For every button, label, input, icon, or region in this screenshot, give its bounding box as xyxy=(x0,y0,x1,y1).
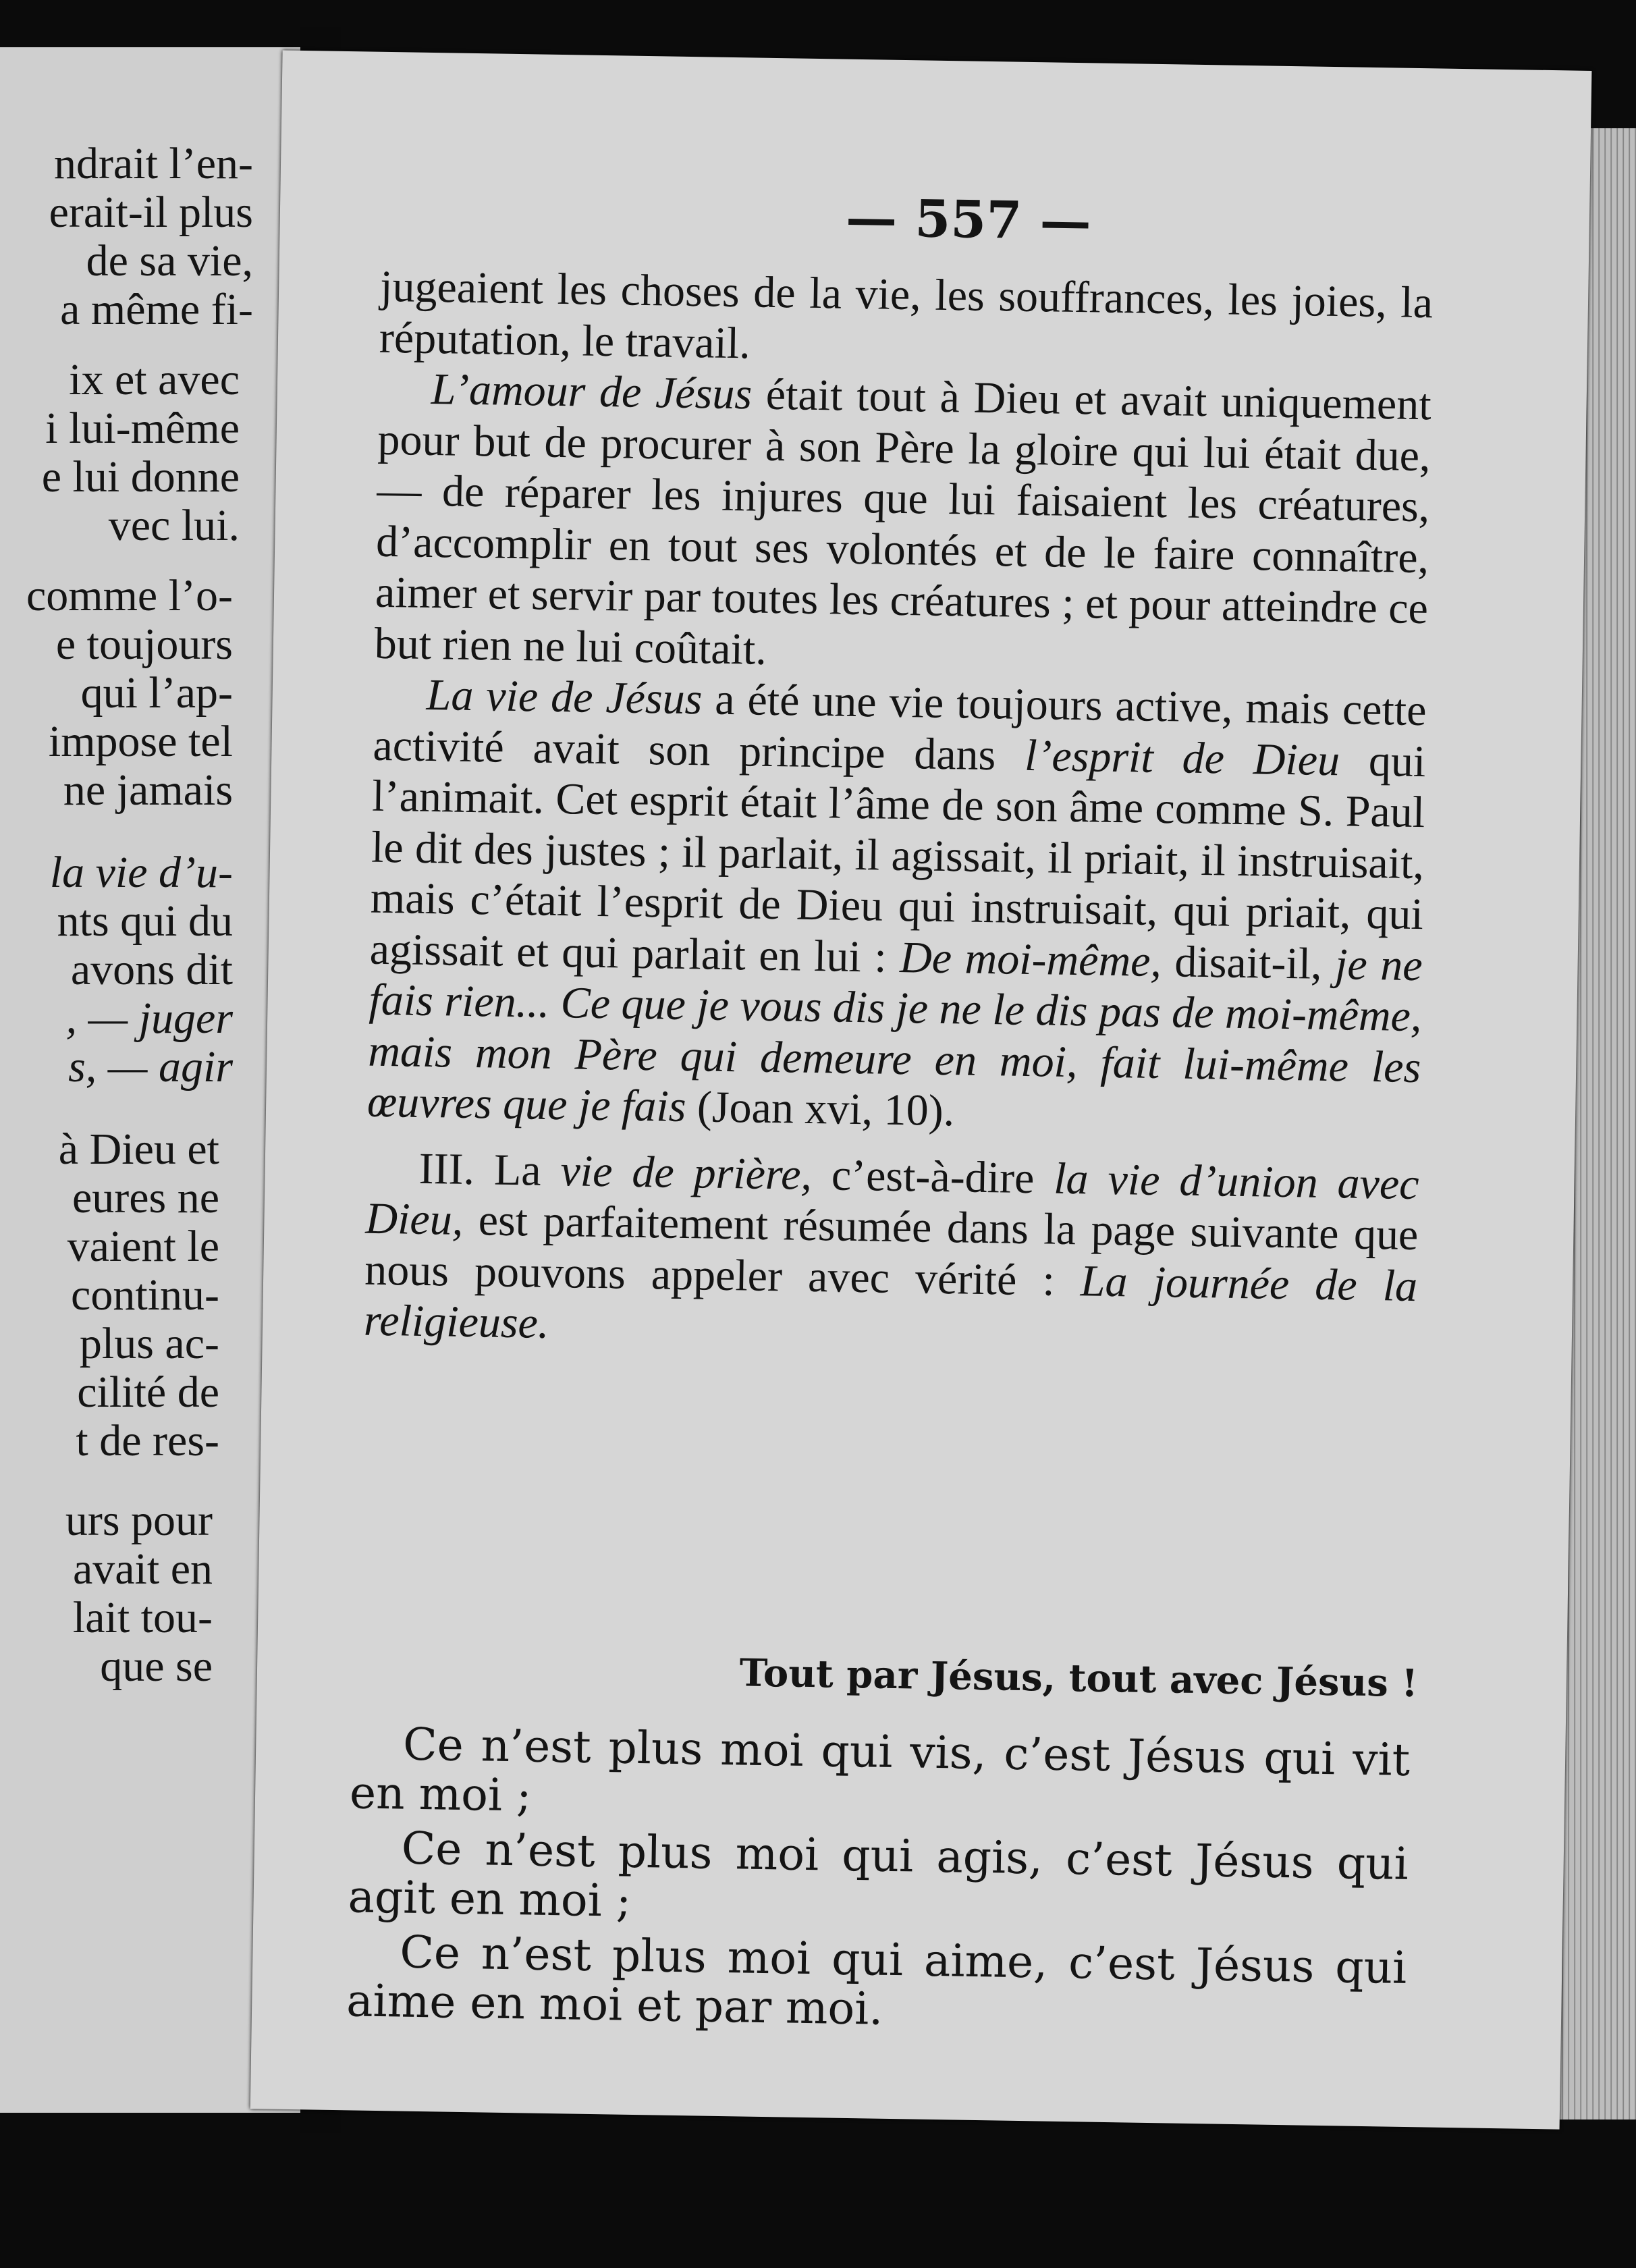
facing-page-line: s, — agir xyxy=(68,1042,233,1091)
facing-page-line: continu- xyxy=(71,1270,219,1320)
facing-page-line: erait-il plus xyxy=(49,188,253,237)
facing-page-line: ndrait l’en- xyxy=(53,139,253,188)
poem-line: Ce n’est plus moi qui agis, c’est Jésus qui agit en moi ; xyxy=(348,1822,1409,1927)
text-run: jugeaient les choses de la vie, les souffrances, les joies, la réputation, le travail. xyxy=(379,261,1434,368)
italic-text: vie de prière, xyxy=(560,1145,813,1199)
body-text xyxy=(364,261,1434,1363)
main-page xyxy=(250,50,1592,2129)
facing-page-line: e toujours xyxy=(55,620,233,669)
italic-text: l’esprit de Dieu xyxy=(1024,730,1340,785)
section-heading: Tout par Jésus, tout avec Jésus ! xyxy=(739,1650,1419,1706)
italic-text: De moi-même, xyxy=(899,932,1162,986)
facing-page-line: cilité de xyxy=(77,1368,219,1417)
facing-page-line: urs pour xyxy=(65,1496,213,1545)
poem xyxy=(346,1719,1411,2047)
facing-page-line: e lui donne xyxy=(41,452,240,502)
text-run: est parfaitement résumée dans la page suivante que nous pouvons appeler avec vérité : xyxy=(364,1195,1419,1305)
paragraph xyxy=(367,669,1427,1144)
italic-text: L’amour de Jésus xyxy=(431,364,753,419)
facing-page-line: ix et avec xyxy=(69,355,240,404)
facing-page-line: avait en xyxy=(72,1544,213,1594)
facing-page-line: a même fi- xyxy=(60,285,253,334)
italic-text: La journée de la religieuse. xyxy=(363,1256,1418,1348)
paragraph xyxy=(374,363,1432,685)
text-run: qui l’animait. Cet esprit était l’âme de son âme comme S. Paul le dit des justes ; il parlait, il agissait, il priait, il instruisait, mais c’était l’esprit de Dieu qui instruisait, qui priait, qui agissait et qui parlait en lui : xyxy=(369,735,1426,982)
facing-page-line: lait tou- xyxy=(72,1593,213,1642)
facing-page-line: i lui-même xyxy=(45,404,240,453)
paragraph xyxy=(364,1142,1420,1362)
facing-page-line: avons dit xyxy=(70,945,233,994)
facing-page-line: t de res- xyxy=(76,1416,219,1465)
text-run: était tout à Dieu et avait uniquement pour but de procurer à son Père la gloire qui lui était due, — de réparer les injures que lui faisaient les créatures, d’accomplir en tout ses volontés et de le faire connaître, aimer et servir par toutes les créatures ; et pour atteindre ce but rien ne lui coûtait. xyxy=(374,369,1432,674)
poem-line: Ce n’est plus moi qui aime, c’est Jésus qui aime en moi et par moi. xyxy=(346,1926,1407,2035)
facing-page-line: qui l’ap- xyxy=(80,668,233,718)
text-run: III. La xyxy=(418,1143,562,1195)
facing-page-line: impose tel xyxy=(48,717,233,766)
facing-page-line: vec lui. xyxy=(108,501,240,550)
facing-page-line: comme l’o- xyxy=(26,571,233,620)
facing-page-line: nts qui du xyxy=(57,896,233,946)
facing-page-line: eures ne xyxy=(72,1173,219,1222)
facing-page-line: la vie d’u- xyxy=(49,848,233,897)
page-number: — 557 — xyxy=(845,187,1092,252)
paragraph xyxy=(379,261,1433,379)
text-run: disait-il, xyxy=(1161,936,1336,989)
italic-text: la vie d’union avec Dieu, xyxy=(364,1154,1420,1245)
text-run: a été une vie toujours active, mais cette activité avait son principe dans xyxy=(372,674,1427,780)
italic-text: je ne fais rien... Ce que je vous dis je ne le dis pas de moi-même, mais mon Père qui demeure en moi, fait lui-même les œuvres que je fais xyxy=(366,939,1423,1132)
facing-page-line: vaient le xyxy=(67,1222,219,1271)
facing-page-line: plus ac- xyxy=(79,1319,219,1368)
text-run: c’est-à-dire xyxy=(811,1150,1054,1204)
facing-page-line: ne jamais xyxy=(63,765,233,815)
text-run: (Joan xvi, 10). xyxy=(685,1082,955,1136)
facing-page-line: à Dieu et xyxy=(58,1125,219,1174)
facing-page-line: , — juger xyxy=(65,994,233,1043)
facing-page-line: que se xyxy=(100,1642,213,1691)
italic-text: La vie de Jésus xyxy=(426,670,703,724)
poem-line: Ce n’est plus moi qui vis, c’est Jésus qui vit en moi ; xyxy=(349,1718,1411,1822)
facing-page-line: de sa vie, xyxy=(86,236,253,286)
